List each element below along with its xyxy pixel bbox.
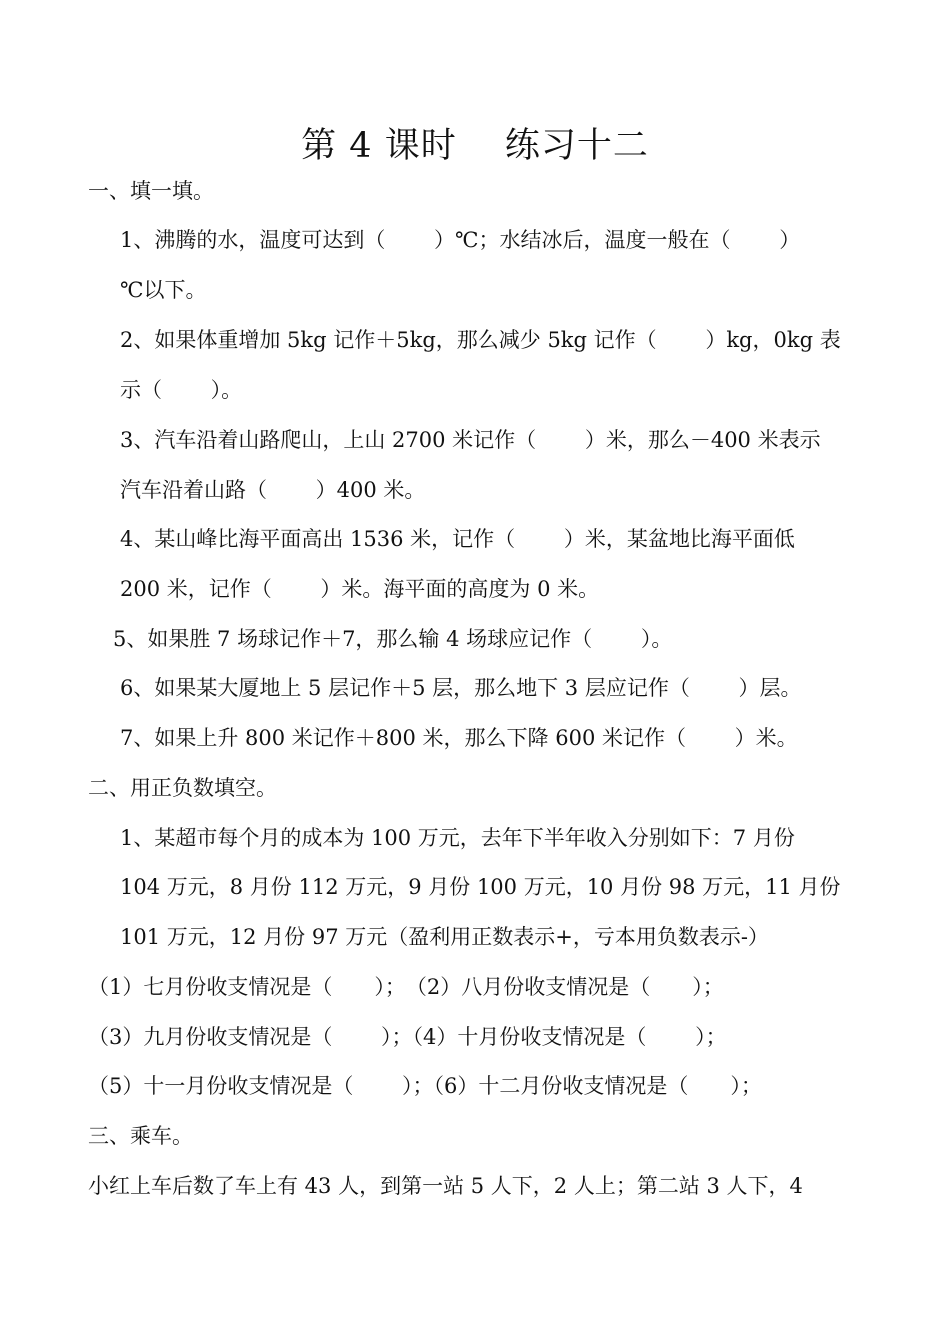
answer-row-3: （5）十一月份收支情况是（ ）；（6）十二月份收支情况是（ ）； (88, 1074, 762, 1098)
question-5: 5、如果胜 7 场球记作＋7，那么输 4 场球应记作（ ）。 (113, 627, 673, 651)
section-2-problem-line-2: 104 万元，8 月份 112 万元，9 月份 100 万元，10 月份 98 万元，11 月份 (120, 875, 841, 899)
question-1-line-2: ℃以下。 (120, 278, 207, 302)
answer-row-2: （3）九月份收支情况是（ ）；（4）十月份收支情况是（ ）； (88, 1025, 727, 1049)
section-2-heading: 二、用正负数填空。 (88, 776, 277, 800)
section-3-heading: 三、乘车。 (88, 1124, 193, 1148)
section-2-problem-line-1: 1、某超市每个月的成本为 100 万元，去年下半年收入分别如下：7 月份 (120, 826, 795, 850)
question-2-line-2: 示（ ）。 (120, 378, 243, 402)
question-6: 6、如果某大厦地上 5 层记作＋5 层，那么地下 3 层应记作（ ）层。 (120, 676, 802, 700)
question-4-line-1: 4、某山峰比海平面高出 1536 米，记作（ ）米，某盆地比海平面低 (120, 527, 795, 551)
answer-row-1: （1）七月份收支情况是（ ）； （2）八月份收支情况是（ ）； (88, 975, 724, 999)
question-1-line-1: 1、沸腾的水，温度可达到（ ）℃；水结冰后，温度一般在（ ） (120, 228, 801, 252)
question-3-line-2: 汽车沿着山路（ ）400 米。 (120, 478, 426, 502)
page-title: 第 4 课时 练习十二 (301, 126, 649, 166)
question-3-line-1: 3、汽车沿着山路爬山，上山 2700 米记作（ ）米，那么－400 米表示 (120, 428, 821, 452)
question-7: 7、如果上升 800 米记作＋800 米，那么下降 600 米记作（ ）米。 (120, 726, 798, 750)
question-4-line-2: 200 米，记作（ ）米。海平面的高度为 0 米。 (120, 577, 600, 601)
section-2-problem-line-3: 101 万元，12 月份 97 万元（盈利用正数表示+，亏本用负数表示-） (120, 925, 769, 949)
section-3-problem-line-1: 小红上车后数了车上有 43 人，到第一站 5 人下，2 人上；第二站 3 人下，4 (88, 1174, 803, 1198)
question-2-line-1: 2、如果体重增加 5kg 记作＋5kg，那么减少 5kg 记作（ ）kg，0kg 表 (120, 328, 841, 352)
section-1-heading: 一、填一填。 (88, 179, 214, 203)
